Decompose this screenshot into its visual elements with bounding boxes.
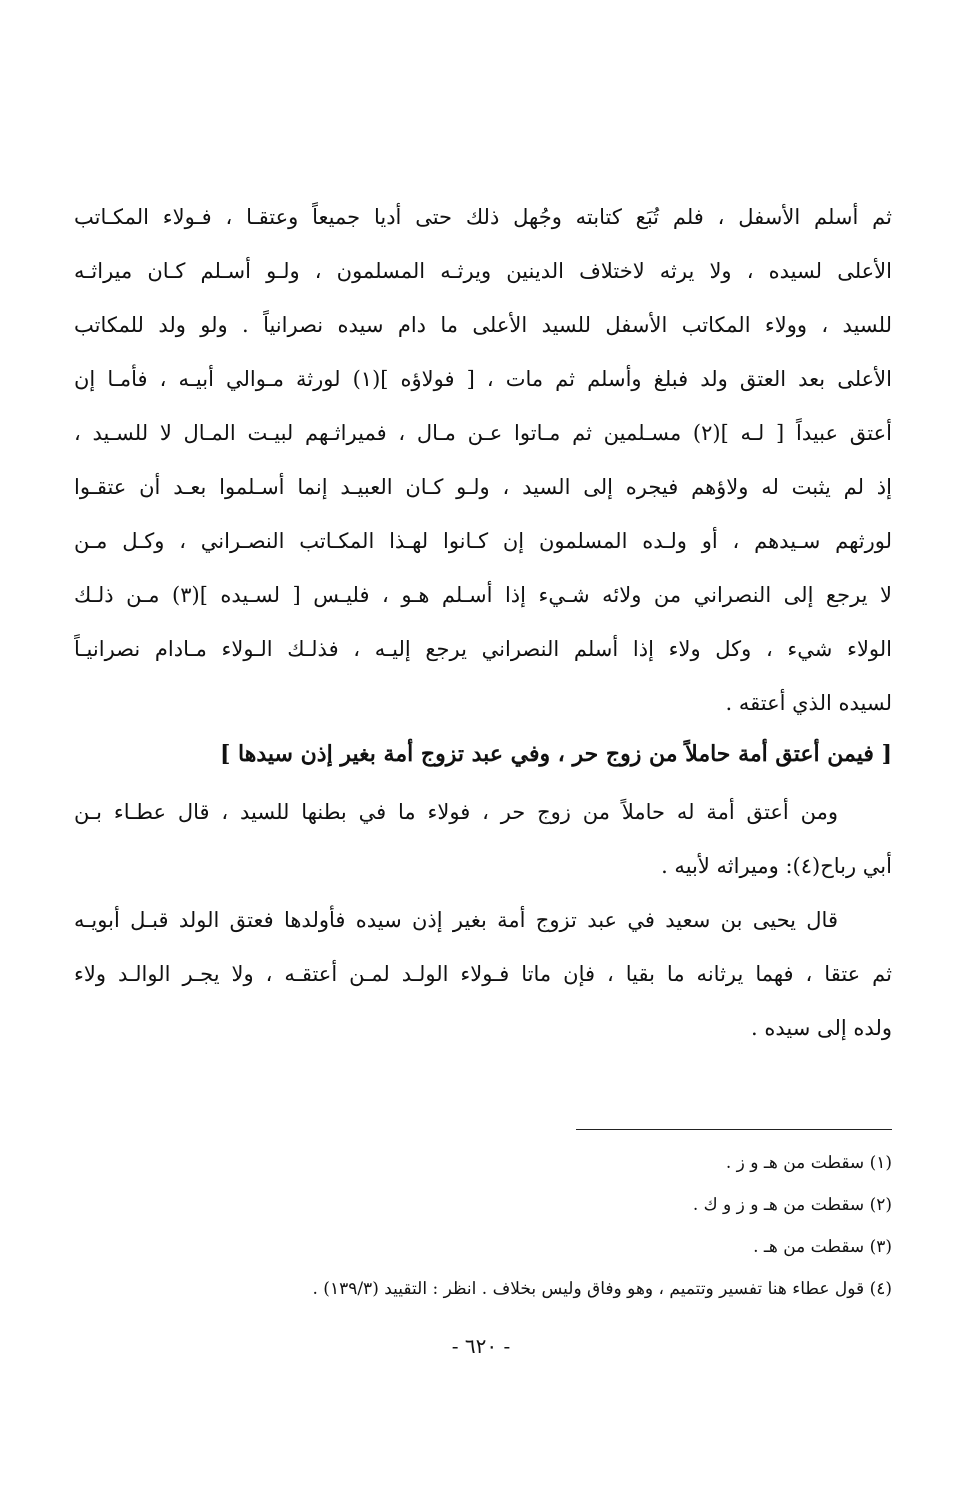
paragraph-line: الأعلى لسيده ، ولا يرثه لاختلاف الدينين ويرثـه المسلمون ، ولـو أسـلم كـان ميراثـه (74, 259, 892, 283)
footnote-divider (576, 1129, 892, 1130)
paragraph-line: للسيد ، وولاء المكاتب الأسفل للسيد الأعلى ما دام سيده نصرانياً . ولو ولد للمكاتب (74, 313, 892, 337)
footnote-item: (٢) سقطت من هـ و ز و ك . (692, 1195, 892, 1215)
paragraph-line: أعتق عبيداً [ لـه ](٢) مسـلمين ثم مـاتوا عـن مـال ، فميراثـهم لبيـت المـال لا للسـيد ، (74, 421, 892, 445)
paragraph-line: الولاء شيء ، وكل ولاء إذا أسلم النصراني يرجع إليـه ، فذلـك الـولاء مـادام نصرانيـاً (74, 637, 892, 661)
paragraph-line: ثم أسلم الأسفل ، فلم تُبَع كتابته وجُهل ذلك حتى أديا جميعاً وعتقـا ، فـولاء المكـاتب (74, 205, 892, 229)
footnotes-list (74, 1142, 892, 1310)
paragraph-line: لا يرجع إلى النصراني من ولائه شـيء إذا أسـلم هـو ، فليـس [ لسـيده ](٣) مـن ذلـك (74, 583, 892, 607)
paragraph-line: إذ لم يثبت له ولاؤهم فيجره إلى السيد ، ولـو كـان العبيـد إنما أسـلموا بعـد أن عتقـوا (74, 475, 892, 499)
page-number: - ٦٢٠ - (451, 1334, 511, 1358)
footnote-item: (٤) قول عطاء هنا تفسير وتتميم ، وهو وفاق وليس بخلاف . انظر : التقييد (١٣٩/٣) . (312, 1279, 892, 1299)
footnote-item: (١) سقطت من هـ و ز . (725, 1153, 892, 1173)
paragraph-line: لورثهم سـيدهم ، أو ولـده المسلمون إن كـانوا لهـذا المكـاتب النصـراني ، وكـل مـن (74, 529, 892, 553)
section-heading: [ فيمن أعتق أمة حاملاً من زوج حر ، وفي عبد تزوج أمة بغير إذن سيدها ] (219, 741, 892, 767)
paragraph-line: قال يحيى بن سعيد في عبد تزوج أمة بغير إذن سيده فأولدها فعتق الولد قبـل أبويـه (74, 908, 838, 932)
paragraph-line: ولده إلى سيده . (751, 1016, 892, 1040)
paragraph-line: الأعلى بعد العتق ولد فبلغ وأسلم ثم مات ، [ فولاؤه ](١) لورثة مـوالي أبيـه ، فأمـا إن (74, 367, 892, 391)
paragraph-line: ومن أعتق أمة له حاملاً من زوج حر ، فولاء ما في بطنها للسيد ، قال عطـاء بـن (74, 800, 838, 824)
paragraph-line: ثم عتقا ، فهما يرثانه ما بقيا ، فإن ماتا فـولاء الولـد لمـن أعتقـه ، ولا يجـر الوالـد ولاء (74, 962, 892, 986)
paragraph-3 (74, 893, 892, 1055)
paragraph-2 (74, 785, 892, 893)
paragraph-1 (74, 190, 892, 730)
footnote-item: (٣) سقطت من هـ . (753, 1237, 892, 1257)
paragraph-line: أبي رباح(٤): وميراثه لأبيه . (661, 854, 892, 878)
paragraph-line: لسيده الذي أعتقه . (725, 691, 892, 715)
